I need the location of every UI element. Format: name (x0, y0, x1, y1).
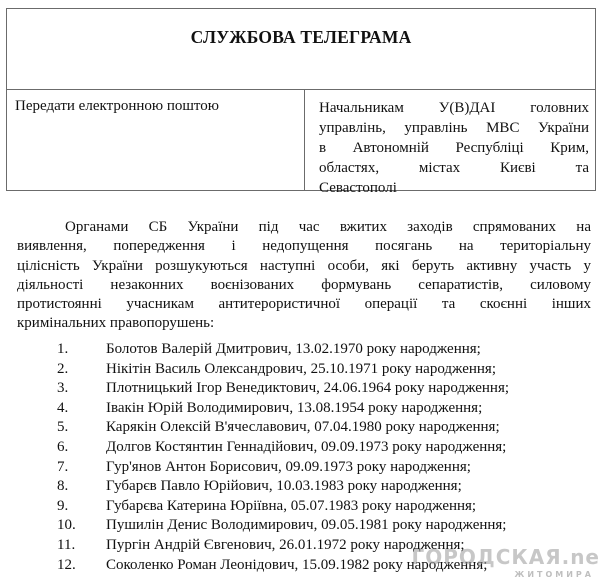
watermark-sub-text: ЖИТОМИРА (514, 570, 594, 579)
list-item-text: Плотницький Ігор Венедиктович, 24.06.1964 року народження; (106, 380, 510, 397)
title-cell (7, 9, 595, 90)
list-item (17, 458, 597, 478)
list-item (17, 497, 597, 517)
body-line: виявлення, попередження і недопущення посягань на територіальну (17, 238, 591, 255)
list-item-text: Івакін Юрій Володимирович, 13.08.1954 року народження; (106, 399, 483, 416)
header-table (6, 8, 596, 196)
body-paragraph (17, 218, 591, 334)
list-item-number: 3. (57, 380, 69, 397)
list-item (17, 418, 597, 438)
list-item-number: 12. (57, 556, 76, 573)
addressee-line: Начальникам У(В)ДАІ головних (319, 100, 589, 116)
list-item-number: 5. (57, 419, 69, 436)
list-item-number: 10. (57, 517, 76, 534)
document-title: СЛУЖБОВА ТЕЛЕГРАМА (190, 27, 412, 47)
addressee-line: областях, містах Києві та (319, 160, 589, 176)
list-item (17, 340, 597, 360)
addressee-line: управлінь, управлінь МВС України (319, 120, 589, 136)
list-item-text: Губарєва Катерина Юріївна, 05.07.1983 року народження; (106, 497, 477, 514)
body-line: протистоянні учасникам антитерористичної операції та скоєнні інших (17, 296, 591, 313)
list-item-text: Пургін Андрій Євгенович, 26.01.1972 року народження; (106, 536, 465, 553)
list-item (17, 516, 597, 536)
list-item-text: Гур'янов Антон Борисович, 09.09.1973 року народження; (106, 458, 471, 475)
body-line: діяльності незаконних воєнізованих формувань сепаратистів, силовому (17, 276, 591, 293)
list-item (17, 360, 597, 380)
watermark-main-text: ГОРОДСКАЯ.ne (411, 545, 600, 569)
list-item-text: Долгов Костянтин Геннадійович, 09.09.1973 року народження; (106, 438, 507, 455)
list-item (17, 477, 597, 497)
addressee-line: в Автономній Республіці Крим, (319, 140, 589, 156)
list-item (17, 379, 597, 399)
list-item-number: 11. (57, 536, 76, 553)
list-item-text: Соколенко Роман Леонідович, 15.09.1982 року народження; (106, 556, 488, 573)
body-line: Органами СБ України під час вжитих заходів спрямованих на (65, 219, 591, 235)
list-item-text: Карякін Олексій В'ячеславович, 07.04.1980 року народження; (106, 419, 500, 436)
addressee-block (305, 90, 595, 196)
list-item-number: 1. (57, 341, 69, 357)
delivery-method: Передати електронною поштою (7, 90, 305, 190)
list-item-number: 4. (57, 399, 69, 416)
list-item-text: Нікітін Василь Олександрович, 25.10.1971 року народження; (106, 360, 496, 377)
routing-row (7, 90, 595, 196)
addressee-line: Севастополі (319, 180, 397, 196)
list-item-number: 9. (57, 497, 69, 514)
body-line: цілісність України розшукуються наступні особи, які беруть активну участь у (17, 257, 591, 274)
list-item-number: 6. (57, 438, 69, 455)
list-item-number: 8. (57, 478, 69, 495)
list-item-number: 7. (57, 458, 69, 475)
list-item-text: Губарєв Павло Юрійович, 10.03.1983 року народження; (106, 478, 462, 495)
list-item-text: Пушилін Денис Володимирович, 09.05.1981 року народження; (106, 517, 507, 534)
watermark-logo (411, 535, 600, 579)
list-item (17, 399, 597, 419)
body-line: кримінальних правопорушень: (17, 315, 215, 332)
list-item (17, 438, 597, 458)
list-item-text: Болотов Валерій Дмитрович, 13.02.1970 року народження; (106, 341, 481, 357)
list-item-number: 2. (57, 360, 69, 377)
